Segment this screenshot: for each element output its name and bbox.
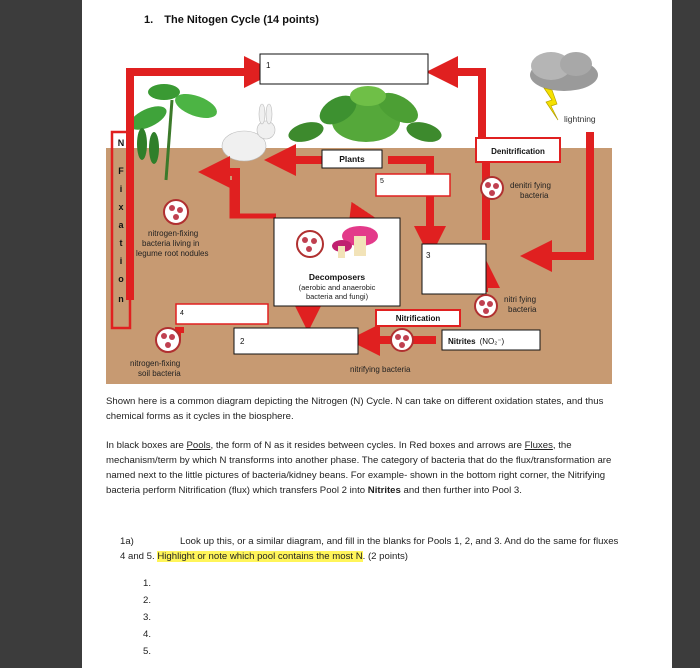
- denitrifying-bacteria-icon: [481, 177, 503, 199]
- nitrites-bacteria-icon: [391, 329, 413, 351]
- answer-item[interactable]: 4.: [143, 629, 152, 640]
- decomposers-subtitle-line: (aerobic and anaerobic: [298, 283, 376, 292]
- soil-bacteria-label-line: nitrogen-fixing: [130, 359, 181, 368]
- decomposer-bacteria-icon: [297, 231, 323, 257]
- nitrifying-bacteria-bottom-label: nitrifying bacteria: [350, 365, 411, 374]
- highlighted-instruction: Highlight or note which pool contains the most N: [157, 551, 363, 562]
- fixation-letter: t: [119, 238, 123, 248]
- nitrifying-label-line: bacteria: [508, 305, 537, 314]
- nitrifying-bacteria-icon: [475, 295, 497, 317]
- cloud-icon: [530, 52, 598, 91]
- fixation-letter: N: [117, 138, 125, 148]
- fixation-letter: a: [118, 220, 124, 230]
- nitrification-label: Nitrification: [395, 314, 441, 323]
- explanation-text: and then further into Pool 3.: [400, 485, 522, 496]
- question-title: [144, 14, 319, 26]
- fixation-letter: i: [119, 256, 123, 266]
- flux-5-number: 5: [380, 178, 384, 185]
- fixation-letter: i: [119, 184, 123, 194]
- answer-item[interactable]: 3.: [143, 612, 152, 623]
- question-points: . (2 points): [362, 551, 408, 562]
- question-text: Look up this, or a similar diagram, and fill in the blanks for Pools 1, 2, and 3. And do the same for fluxes 4 and 5.: [120, 536, 619, 562]
- answer-item[interactable]: 5.: [143, 646, 152, 657]
- denitrification-label: Denitrification: [491, 147, 545, 156]
- soil-bacteria-icon: [156, 328, 180, 352]
- pools-term: Pools: [186, 440, 211, 451]
- lightning-label: lightning: [564, 114, 596, 124]
- flux-4-blank[interactable]: [176, 304, 268, 324]
- decomposers-subtitle-line: bacteria and fungi): [305, 292, 369, 301]
- nodule-label-line: nitrogen-fixing: [148, 229, 199, 238]
- nodule-label-line: bacteria living in: [142, 239, 200, 248]
- question-1a: [120, 534, 620, 564]
- pool-3-blank[interactable]: [422, 244, 486, 294]
- fixation-letter: n: [118, 294, 124, 304]
- intro-paragraph: Shown here is a common diagram depicting the Nitrogen (N) Cycle. N can take on different oxidation states, and thus chemical forms as it cycles in the biosphere.: [106, 396, 604, 422]
- explanation-text: , the form of N as it resides between cycles. In Red boxes and arrows are: [210, 440, 525, 451]
- pool-3-number: 3: [426, 251, 431, 260]
- explanation-paragraph: [106, 438, 616, 498]
- nitrifying-label-line: nitri fying: [504, 295, 537, 304]
- pool-2-blank[interactable]: [234, 328, 358, 354]
- fixation-letter: F: [118, 166, 124, 176]
- answer-item[interactable]: 2.: [143, 595, 152, 606]
- nitrites-formula: (NO₂⁻): [479, 337, 505, 346]
- nitrites-word: Nitrites: [448, 337, 476, 346]
- pool-2-number: 2: [240, 337, 245, 346]
- nodule-bacteria-icon: [164, 200, 188, 224]
- fixation-letter: x: [118, 202, 124, 212]
- nodule-label-line: legume root nodules: [136, 249, 209, 258]
- flux-5-blank[interactable]: [376, 174, 450, 196]
- answer-list: [143, 578, 151, 663]
- soil-bacteria-label-line: soil bacteria: [138, 369, 181, 378]
- denitrifying-label-line: denitri fying: [510, 181, 551, 190]
- pool-1-blank[interactable]: [260, 54, 428, 84]
- question-label: 1a): [120, 536, 134, 547]
- denitrifying-label-line: bacteria: [520, 191, 549, 200]
- answer-item[interactable]: 1.: [143, 578, 152, 589]
- nitrites-term: Nitrites: [367, 485, 401, 496]
- question-title-text: The Nitogen Cycle (14 points): [164, 14, 319, 26]
- nitrogen-cycle-diagram: [106, 40, 612, 384]
- flux-4-number: 4: [180, 310, 184, 317]
- question-number: 1.: [144, 14, 154, 26]
- plants-label: Plants: [339, 154, 365, 164]
- fluxes-term: Fluxes: [524, 440, 553, 451]
- pool-1-number: 1: [266, 61, 271, 70]
- explanation-text: In black boxes are: [106, 440, 187, 451]
- fixation-letter: o: [118, 274, 124, 284]
- decomposers-title: Decomposers: [308, 272, 366, 282]
- explanation-text: , the mechanism/term by which N transforms into another phase. The category of bacteria that do the flux/transformation are named next to the little pictures of bacteria/kidney beans. For example- shown in the bottom right corner, the Nitrifying bacteria perform Nitrification (flux) which transfers Pool 2 into: [106, 440, 612, 496]
